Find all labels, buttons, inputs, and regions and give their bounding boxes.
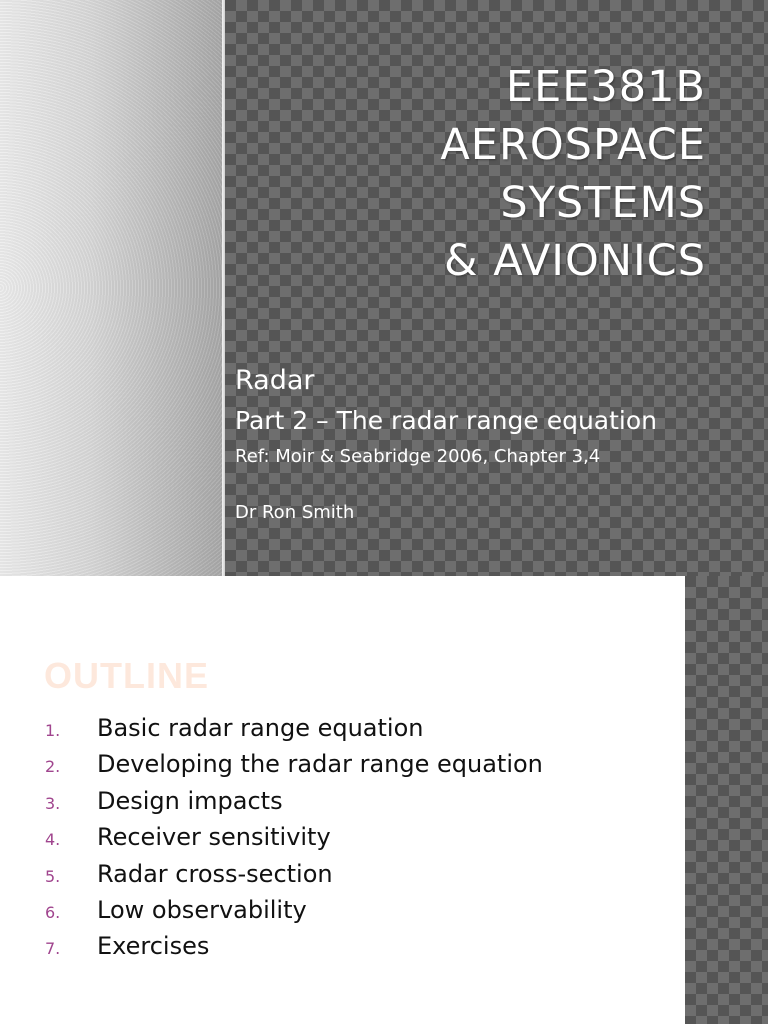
gradient-side-panel [0, 0, 222, 576]
outline-slide [0, 576, 768, 1024]
course-title [246, 58, 706, 290]
list-item [45, 750, 543, 786]
reference-text: Ref: Moir & Seabridge 2006, Chapter 3,4 [235, 446, 601, 467]
course-title-line-2: AEROSPACE [440, 120, 706, 170]
list-item-text: Exercises [97, 932, 210, 961]
list-item [45, 787, 543, 823]
list-item [45, 932, 543, 968]
list-item-text: Developing the radar range equation [97, 750, 543, 779]
diamond-pattern-strip [685, 576, 768, 1024]
list-item-number: 1. [45, 721, 61, 740]
list-item-number: 7. [45, 939, 61, 959]
list-item-text: Receiver sensitivity [97, 823, 331, 852]
list-item [45, 823, 543, 859]
course-title-line-4: & AVIONICS [444, 236, 706, 286]
list-item-text: Radar cross-section [97, 859, 333, 888]
topic-title: Radar [235, 365, 315, 396]
subtitle-block [235, 362, 657, 528]
author-name: Dr Ron Smith [235, 502, 355, 523]
list-item-number: 4. [45, 830, 61, 850]
list-item-number: 6. [45, 902, 61, 922]
list-item [45, 896, 543, 932]
course-title-line-1: EEE381B [505, 62, 706, 112]
list-item-text: Basic radar range equation [97, 714, 424, 742]
list-item-text: Design impacts [97, 786, 283, 815]
list-item-number: 3. [45, 793, 61, 813]
list-item-number: 2. [45, 757, 61, 777]
list-item-text: Low observability [97, 895, 307, 924]
course-title-line-3: SYSTEMS [500, 178, 706, 228]
list-item [45, 860, 543, 896]
outline-list [45, 714, 543, 969]
part-title: Part 2 – The radar range equation [235, 406, 657, 435]
list-item [45, 714, 543, 750]
outline-heading: OUTLINE [44, 655, 209, 696]
list-item-number: 5. [45, 866, 61, 886]
